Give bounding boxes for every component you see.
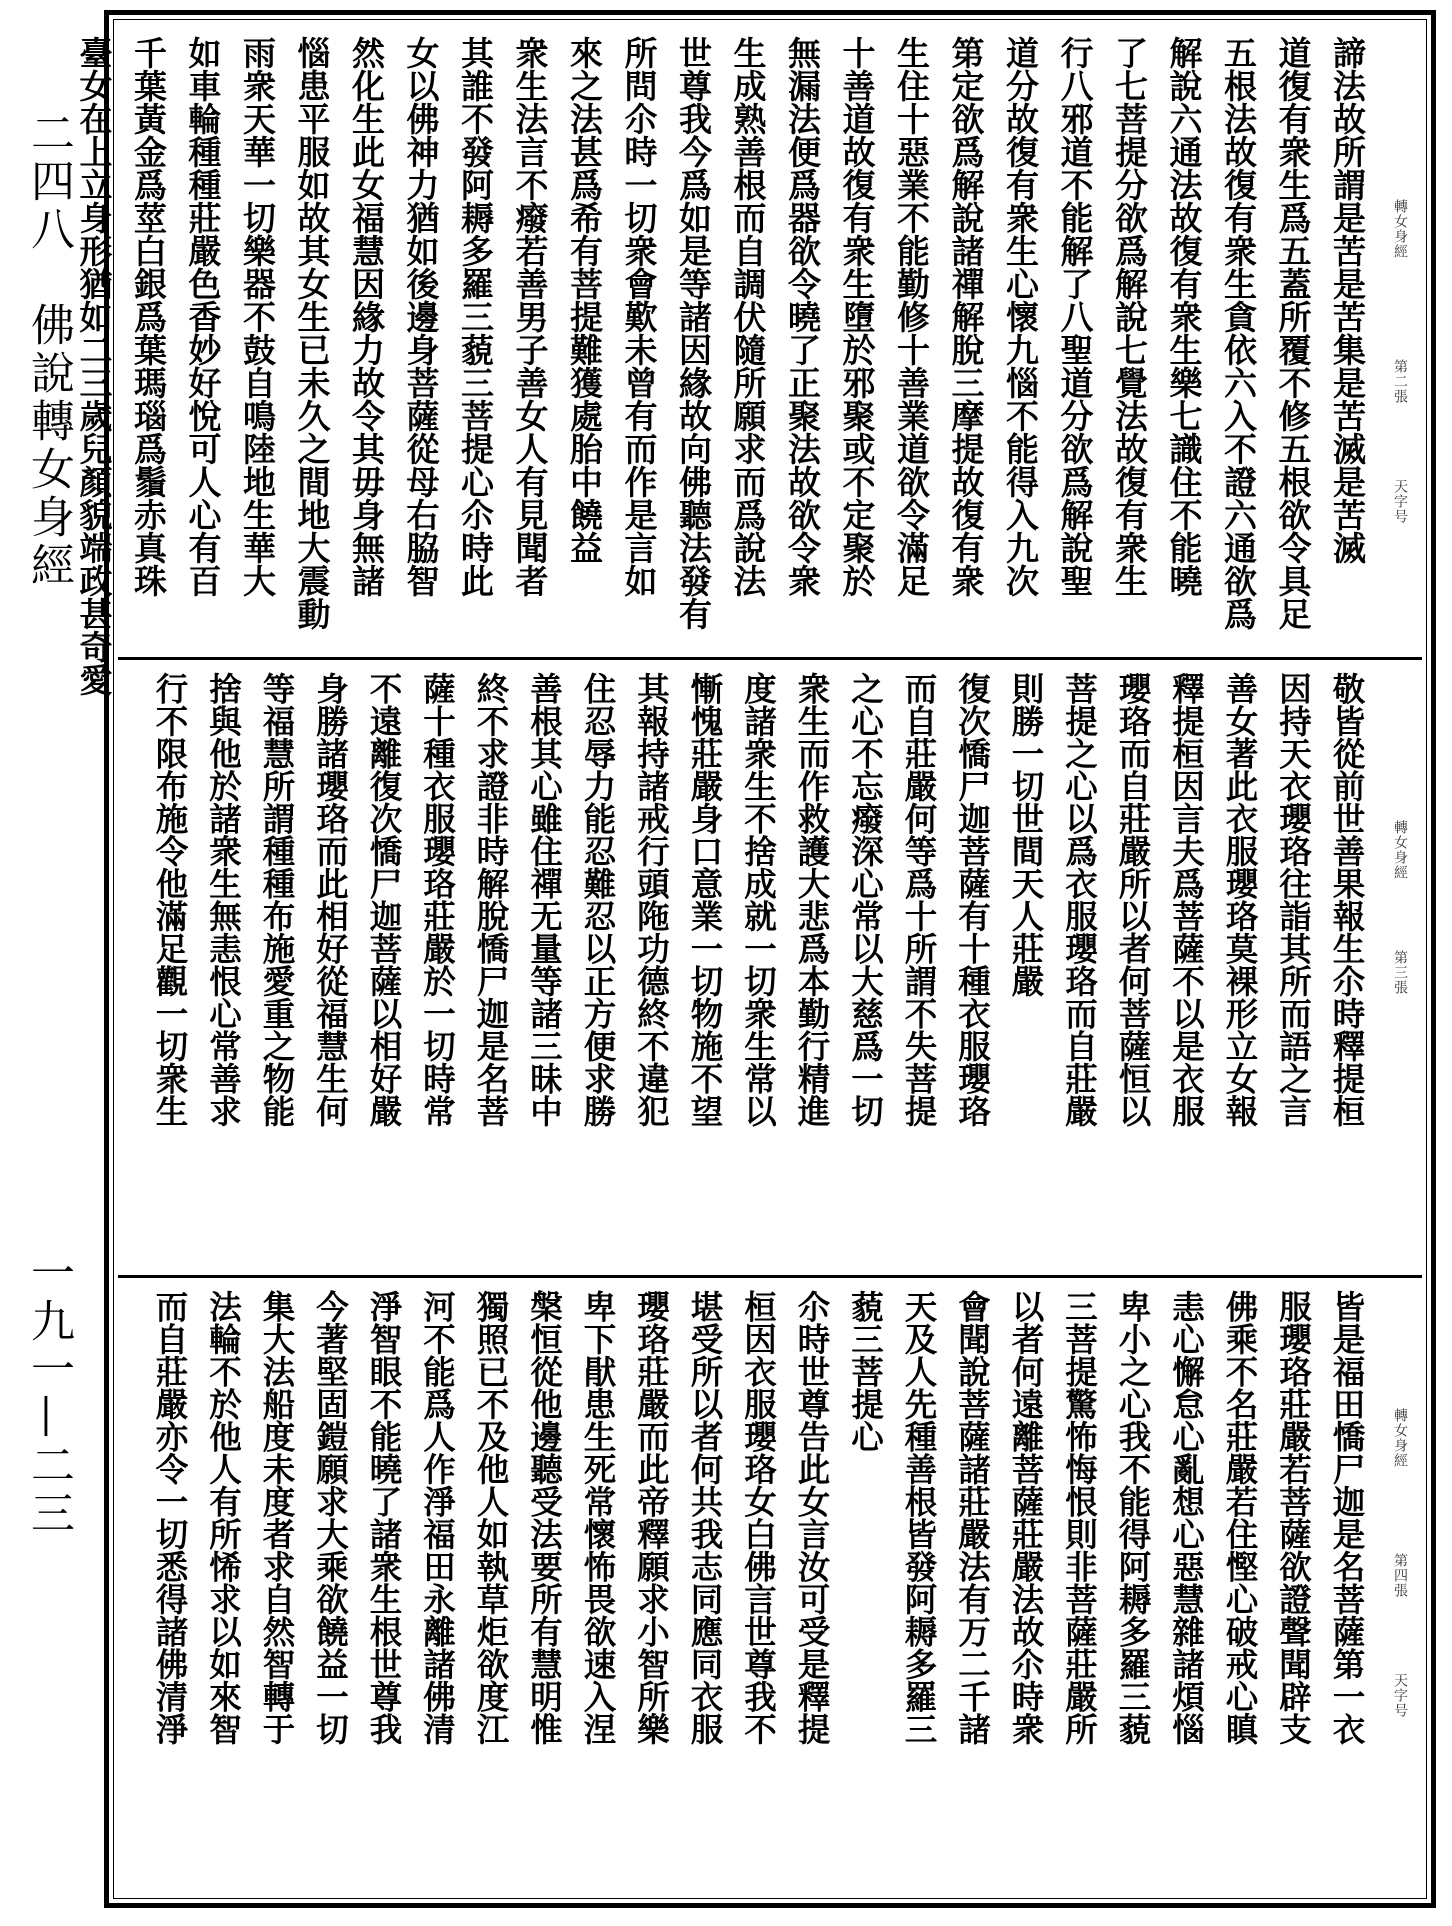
text-line: 雨衆天華一切樂器不鼓自鳴陸地生華大 bbox=[238, 36, 277, 597]
text-line: 不遠離復次憍尸迦菩薩以相好嚴 bbox=[365, 672, 404, 1127]
text-line: 其誰不發阿耨多羅三藐三菩提心尒時此 bbox=[456, 36, 495, 597]
text-line: 菩提之心以爲衣服瓔珞而自莊嚴 bbox=[1060, 672, 1100, 1127]
text-line: 終不求證非時解脫憍尸迦是名菩 bbox=[472, 672, 511, 1127]
text-line: 等福慧所謂種種布施愛重之物能 bbox=[258, 672, 297, 1127]
text-line: 槃恒從他邊聽受法要所有慧明惟 bbox=[525, 1290, 565, 1745]
text-line: 行不限布施令他滿足觀一切衆生 bbox=[151, 672, 190, 1127]
annotation-sutra-name: 轉女身經 bbox=[1392, 199, 1408, 259]
text-line: 服瓔珞莊嚴若菩薩欲證聲聞辟支 bbox=[1274, 1290, 1314, 1745]
text-line: 五根法故復有衆生貪依六入不證六通欲爲 bbox=[1219, 36, 1258, 630]
annotation-strip bbox=[1378, 660, 1418, 1275]
text-line: 了七菩提分欲爲解說七覺法故復有衆生 bbox=[1110, 36, 1149, 597]
text-line: 卑小之心我不能得阿耨多羅三藐 bbox=[1114, 1290, 1153, 1745]
text-line: 身勝諸瓔珞而此相好從福慧生何 bbox=[311, 672, 351, 1127]
text-line: 解說六通法故復有衆生樂七識住不能曉 bbox=[1164, 36, 1204, 597]
text-line: 行八邪道不能解了八聖道分欲爲解說聖 bbox=[1055, 36, 1095, 597]
text-line: 慚愧莊嚴身口意業一切物施不望 bbox=[686, 672, 725, 1127]
text-line: 其報持諸戒行頭陁功德終不違犯 bbox=[632, 672, 672, 1127]
text-line: 臺女在上立身形猶如二三歲兒顏貌端政甚奇愛 bbox=[74, 36, 114, 696]
text-line: 卑下猒患生死常懷怖畏欲速入涅 bbox=[579, 1290, 618, 1745]
text-line: 薩十種衣服瓔珞莊嚴於一切時常 bbox=[418, 672, 458, 1127]
annotation-sheet: 第四張 bbox=[1392, 1553, 1408, 1598]
text-line: 住忍辱力能忍難忍以正方便求勝 bbox=[579, 672, 618, 1127]
register-middle bbox=[118, 660, 1422, 1278]
text-line: 無漏法便爲器欲令曉了正聚法故欲令衆 bbox=[783, 36, 822, 597]
text-line: 千葉黃金爲莖白銀爲葉瑪瑙爲鬚赤真珠 bbox=[129, 36, 168, 597]
text-line: 則勝一切世間天人莊嚴 bbox=[1007, 672, 1046, 997]
text-line: 所問尒時一切衆會歎未曾有而作是言如 bbox=[619, 36, 659, 597]
text-line: 瓔珞莊嚴而此帝釋願求小智所樂 bbox=[632, 1290, 672, 1745]
annotation-sutra-name: 轉女身經 bbox=[1392, 1408, 1408, 1468]
text-line: 然化生此女福慧因緣力故令其毋身無諸 bbox=[347, 36, 386, 597]
text-line: 如車輪種種莊嚴色香妙好悅可人心有百 bbox=[183, 36, 223, 597]
text-line: 桓因衣服瓔珞女白佛言世尊我不 bbox=[739, 1290, 779, 1745]
text-line: 而自莊嚴何等爲十所謂不失菩提 bbox=[900, 672, 939, 1127]
page-frame bbox=[74, 10, 1436, 1908]
text-line: 集大法船度未度者求自然智轉于 bbox=[258, 1290, 297, 1745]
annotation-series: 天字号 bbox=[1392, 479, 1408, 524]
sutra-text-block bbox=[148, 1290, 1374, 1887]
text-line: 因持天衣瓔珞往詣其所而語之言 bbox=[1274, 672, 1314, 1127]
text-line: 生成熟善根而自調伏隨所願求而爲說法 bbox=[728, 36, 768, 597]
text-line: 尒時世尊告此女言汝可受是釋提 bbox=[793, 1290, 832, 1745]
text-line: 捨與他於諸衆生無恚恨心常善求 bbox=[204, 672, 244, 1127]
text-line: 天及人先種善根皆發阿耨多羅三 bbox=[900, 1290, 939, 1745]
text-line: 釋提桓因言夫爲菩薩不以是衣服 bbox=[1167, 672, 1207, 1127]
text-line: 法輪不於他人有所悕求以如來智 bbox=[204, 1290, 244, 1745]
text-line: 會聞說菩薩諸莊嚴法有万二千諸 bbox=[953, 1290, 993, 1745]
text-line: 淨智眼不能曉了諸衆生根世尊我 bbox=[365, 1290, 404, 1745]
text-line: 度諸衆生不捨成就一切衆生常以 bbox=[739, 672, 779, 1127]
text-line: 道復有衆生爲五蓋所覆不修五根欲令具足 bbox=[1273, 36, 1313, 630]
text-line: 佛乘不名莊嚴若住慳心破戒心瞋 bbox=[1221, 1290, 1260, 1745]
annotation-series: 天字号 bbox=[1392, 1673, 1408, 1718]
text-line: 獨照已不及他人如執草炬欲度江 bbox=[472, 1290, 511, 1745]
sutra-text-block bbox=[74, 36, 1374, 696]
margin-title: 二四八 佛說轉女身經 bbox=[23, 110, 74, 590]
text-line: 而自莊嚴亦令一切悉得諸佛清淨 bbox=[151, 1290, 190, 1745]
annotation-sheet: 第三張 bbox=[1392, 950, 1408, 995]
text-line: 恚心懈怠心亂想心惡慧雜諸煩惱 bbox=[1167, 1290, 1207, 1745]
text-line: 瓔珞而自莊嚴所以者何菩薩恒以 bbox=[1114, 672, 1153, 1127]
text-line: 諦法故所謂是苦是苦集是苦滅是苦滅 bbox=[1328, 36, 1367, 564]
register-top bbox=[74, 24, 1422, 696]
text-line: 三菩提驚怖悔恨則非菩薩莊嚴所 bbox=[1060, 1290, 1100, 1745]
annotation-sheet: 第二張 bbox=[1392, 359, 1408, 404]
text-line: 今著堅固鎧願求大乘欲饒益一切 bbox=[311, 1290, 351, 1745]
sutra-text-block bbox=[148, 672, 1374, 1267]
text-line: 衆生法言不癈若善男子善女人有見聞者 bbox=[510, 36, 550, 597]
annotation-strip bbox=[1378, 24, 1418, 657]
text-line: 之心不忘癈深心常以大慈爲一切 bbox=[846, 672, 886, 1127]
text-line: 惱患平服如故其女生已未久之間地大震動 bbox=[292, 36, 332, 630]
register-bottom bbox=[118, 1278, 1422, 1895]
text-line: 善根其心雖住禪无量等諸三昧中 bbox=[525, 672, 565, 1127]
text-line: 衆生而作救護大悲爲本勤行精進 bbox=[793, 672, 832, 1127]
text-line: 敬皆從前世善果報生尒時釋提桓 bbox=[1328, 672, 1367, 1127]
text-line: 十善道故復有衆生墮於邪聚或不定聚於 bbox=[837, 36, 877, 597]
text-line: 來之法甚爲希有菩提難獲處胎中饒益 bbox=[565, 36, 604, 564]
text-line: 道分故復有衆生心懷九惱不能得入九次 bbox=[1001, 36, 1040, 597]
annotation-strip bbox=[1378, 1278, 1418, 1895]
annotation-sutra-name: 轉女身經 bbox=[1392, 820, 1408, 880]
text-line: 世尊我今爲如是等諸因緣故向佛聽法發有 bbox=[674, 36, 713, 630]
text-line: 復次憍尸迦菩薩有十種衣服瓔珞 bbox=[953, 672, 993, 1127]
text-line: 河不能爲人作淨福田永離諸佛清 bbox=[418, 1290, 458, 1745]
text-line: 堪受所以者何共我志同應同衣服 bbox=[686, 1290, 725, 1745]
text-line: 皆是福田憍尸迦是名菩薩第一衣 bbox=[1328, 1290, 1367, 1745]
text-line: 以者何遠離菩薩莊嚴法故尒時衆 bbox=[1007, 1290, 1046, 1745]
text-line: 女以佛神力猶如後邊身菩薩從母右脇智 bbox=[401, 36, 441, 597]
margin-page-number: 一九一—二三 bbox=[23, 1250, 74, 1538]
text-line: 第定欲爲解說諸禪解脫三摩提故復有衆 bbox=[946, 36, 986, 597]
text-line: 善女著此衣服瓔珞莫裸形立女報 bbox=[1221, 672, 1260, 1127]
text-line: 藐三菩提心 bbox=[846, 1290, 886, 1453]
text-line: 生住十惡業不能勤修十善業道欲令滿足 bbox=[892, 36, 931, 597]
